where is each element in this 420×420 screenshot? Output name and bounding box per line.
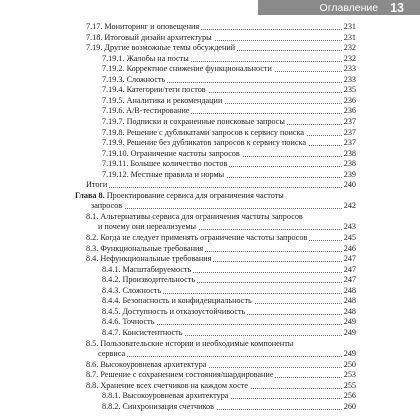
toc-entry xyxy=(0,296,420,306)
toc-entry xyxy=(0,159,420,169)
toc-entry xyxy=(0,43,420,53)
toc-entry xyxy=(0,349,420,359)
toc-entry-title: Итоги xyxy=(86,180,108,190)
toc-page-number: 231 xyxy=(343,22,356,31)
running-header-title: Оглавление xyxy=(319,1,379,14)
toc-entry-title: 8.4.6. Точность xyxy=(102,317,155,327)
toc-page-number: 247 xyxy=(343,275,356,285)
toc-entry-title: 7.18. Итоговый дизайн архитектуры xyxy=(86,32,212,42)
toc-entry-title: 7.19.12. Местные правила и нормы xyxy=(102,169,225,179)
toc-page-number: 255 xyxy=(343,380,356,390)
toc-entry xyxy=(0,244,420,254)
toc-entry xyxy=(0,212,420,222)
dot-leader xyxy=(91,208,344,209)
toc-entry-title: 8.4.7. Консистентность xyxy=(102,327,183,337)
chapter-number: Глава 8. xyxy=(75,190,105,200)
toc-entry-title: 7.19.10. Ограничение частоты запросов xyxy=(102,148,240,158)
toc-entry-title: 7.19.11. Большее количество постов xyxy=(102,159,228,169)
toc-page-number: 253 xyxy=(343,370,356,380)
toc-entry-title: 8.8.1. Высокоуровневая архитектура xyxy=(102,391,229,401)
toc-entry xyxy=(0,138,420,148)
toc-page-number: 249 xyxy=(343,349,356,359)
toc-entry xyxy=(0,180,420,190)
toc-entry xyxy=(0,233,420,243)
toc-entry xyxy=(0,317,420,327)
toc-page-number: 232 xyxy=(343,43,356,53)
toc-page-number: 248 xyxy=(343,306,356,316)
toc-entry-title: 8.4.3. Сложность xyxy=(102,285,162,295)
toc-page-number: 250 xyxy=(343,359,356,369)
toc-entry xyxy=(0,307,420,317)
toc-entry-title: запросов xyxy=(91,201,123,211)
toc-page-number: 237 xyxy=(343,127,356,137)
toc-entry xyxy=(0,170,420,180)
toc-entry-title: и почему они нереализуемы xyxy=(98,222,197,232)
toc-page-number: 235 xyxy=(343,85,356,95)
toc-entry-title: 7.19.7. Подписки и сохраненные поисковые запросы xyxy=(102,116,285,126)
toc-entry xyxy=(0,117,420,127)
toc-entry-title: 8.4.5. Доступность и отказоустойчивость xyxy=(102,306,246,316)
toc-entry-title: 8.4.4. Безопасность и конфиденциальность xyxy=(102,296,252,306)
toc-page-number: 238 xyxy=(343,148,356,158)
toc-entry-title: сервиса xyxy=(98,349,126,359)
toc-entry xyxy=(0,222,420,232)
toc-page-number: 256 xyxy=(343,391,356,401)
toc-page-number: 247 xyxy=(343,264,356,274)
toc-entry-title xyxy=(75,191,286,201)
toc-entry-title: 8.1. Альтернативы сервиса для ограничения частоты запросов xyxy=(86,211,303,221)
toc-page-number: 236 xyxy=(343,106,356,116)
toc-page-number: 237 xyxy=(343,138,356,148)
toc-entry xyxy=(0,339,420,349)
toc-page-number: 242 xyxy=(343,201,356,211)
toc-entry xyxy=(0,33,420,43)
toc-entry xyxy=(0,201,420,211)
toc-entry-title: 8.5. Пользовательские истории и необходимые компоненты xyxy=(86,338,294,348)
toc-page-number: 248 xyxy=(343,296,356,306)
toc-entry xyxy=(0,275,420,285)
toc-page-number: 247 xyxy=(343,254,356,264)
toc-entry xyxy=(0,328,420,338)
toc-page-number: 246 xyxy=(343,243,356,253)
toc-page-number: 243 xyxy=(343,222,356,232)
toc-entry xyxy=(0,254,420,264)
toc-entry-title: 8.4.2. Производительность xyxy=(102,275,196,285)
toc-entry-title: 8.2. Когда не следует применять ограничение частоты запросов xyxy=(86,233,308,242)
toc-entry-title: 8.4. Нефункциональные требования xyxy=(86,254,212,264)
toc-page-number: 239 xyxy=(343,169,356,179)
toc-page-number: 249 xyxy=(343,327,356,337)
toc-entry-title: 7.19.8. Решение с дубликатами запросов к сервису поиска xyxy=(102,127,305,137)
toc-chapter-entry xyxy=(0,191,420,201)
toc-entry-title: 8.4.1. Масштабируемость xyxy=(102,264,192,274)
toc-entry-title: 8.3. Функциональные требования xyxy=(86,243,204,253)
toc-page-number: 232 xyxy=(343,53,356,63)
toc-page-number: 237 xyxy=(343,116,356,126)
toc-entry xyxy=(0,360,420,370)
toc-entry-title: 7.19.3. Сложность xyxy=(102,74,166,84)
toc-entry xyxy=(0,286,420,296)
toc-entry xyxy=(0,391,420,401)
toc-entry-title: 8.7. Решение с сохранением состояния/шардирование xyxy=(86,370,274,380)
toc-page-number: 260 xyxy=(343,401,356,411)
toc-entry-title: 7.19.6. A/B-тестирование xyxy=(102,106,190,116)
dot-leader xyxy=(98,356,344,357)
toc-page-number: 238 xyxy=(343,159,356,169)
toc-page-number: 231 xyxy=(343,32,356,42)
toc-entry xyxy=(0,96,420,106)
toc-entry-title: 7.19.2. Корректное снижение функциональности xyxy=(102,64,272,74)
toc-entry xyxy=(0,75,420,85)
toc-entry xyxy=(0,22,420,32)
chapter-title: Проектирование сервиса для ограничения частоты xyxy=(106,190,284,200)
toc-entry-title: 8.6. Высокоуровневая архитектура xyxy=(86,359,207,369)
toc-entry-title: 7.19. Другие возможные темы обсуждений xyxy=(86,43,236,53)
toc-entry-title: 7.17. Мониторинг и оповещения xyxy=(86,22,200,31)
toc-page-number: 240 xyxy=(343,180,356,190)
toc-page-number: 249 xyxy=(343,317,356,327)
toc-entry-title: 8.8. Хранение всех счетчиков на каждом хосте xyxy=(86,380,248,390)
toc-entry xyxy=(0,402,420,412)
toc-entry-title: 7.19.1. Жалобы на посты xyxy=(102,53,189,63)
toc-page-number: 233 xyxy=(343,64,356,74)
page-number: 13 xyxy=(390,0,404,15)
toc-entry xyxy=(0,370,420,380)
dot-leader xyxy=(86,187,344,188)
toc-entry-title: 7.19.9. Решение без дубликатов запросов к сервису поиска xyxy=(102,138,306,148)
toc-entry xyxy=(0,149,420,159)
toc-entry-title: 7.19.5. Аналитика и рекомендации xyxy=(102,95,223,105)
toc-entry xyxy=(0,64,420,74)
toc-entry xyxy=(0,106,420,116)
toc-entry xyxy=(0,265,420,275)
toc-entry-title: 7.19.4. Категории/теги постов xyxy=(102,85,206,95)
toc-entry xyxy=(0,54,420,64)
toc-page-number: 236 xyxy=(343,95,356,105)
toc-entry xyxy=(0,128,420,138)
toc-entry-title: 8.8.2. Синхронизация счетчиков xyxy=(102,401,215,411)
toc-page-number: 245 xyxy=(343,233,356,242)
toc-entry xyxy=(0,85,420,95)
toc-entry xyxy=(0,381,420,391)
toc-page-number: 248 xyxy=(343,285,356,295)
toc-page-number: 233 xyxy=(343,74,356,84)
